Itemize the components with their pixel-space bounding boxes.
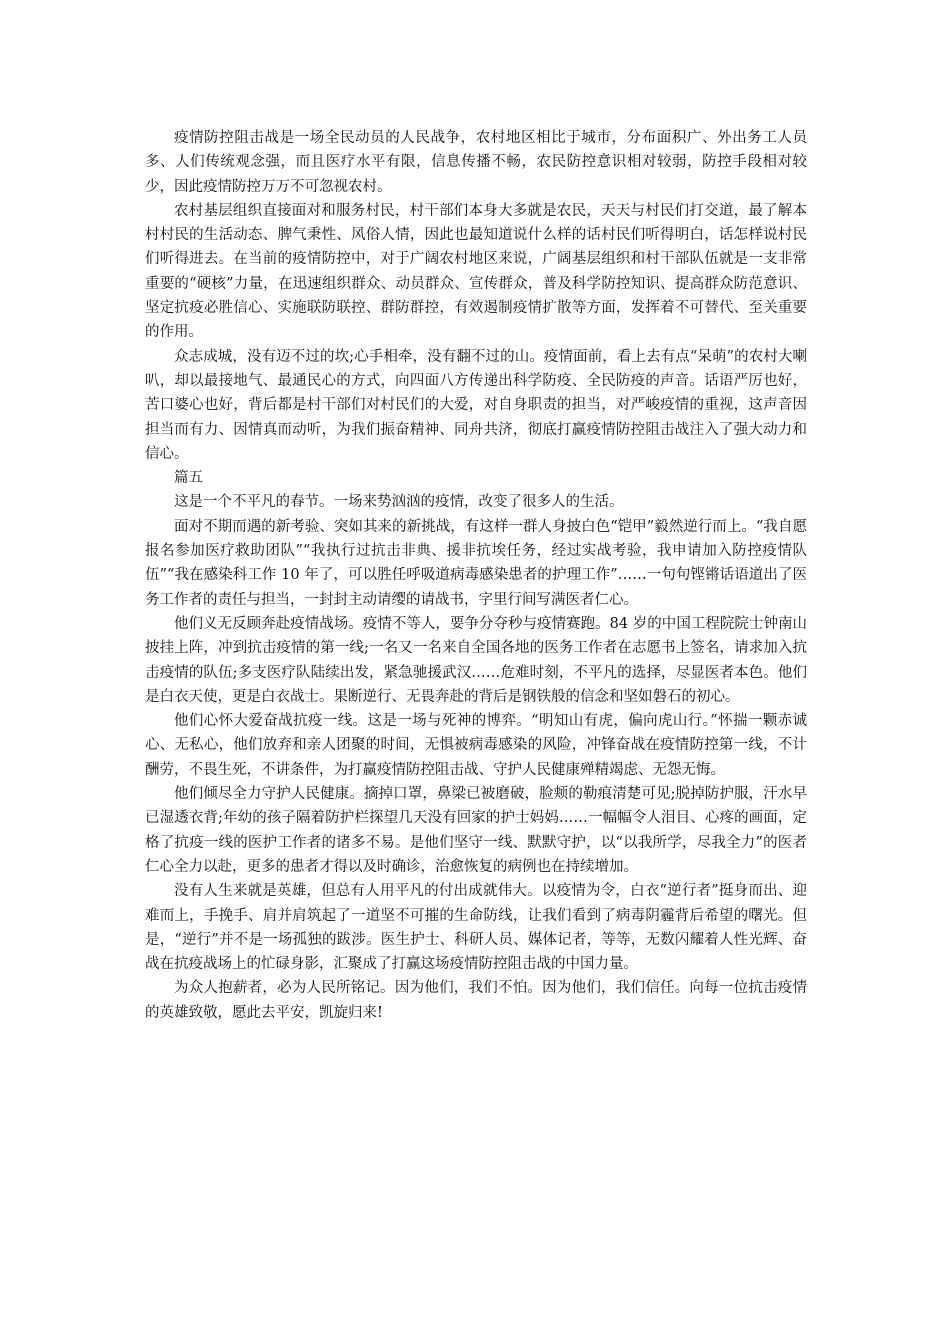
document-body (145, 126, 807, 1025)
paragraph-guarding-health: 他们倾尽全力守护人民健康。摘掉口罩，鼻梁已被磨破，脸颊的勒痕清楚可见;脱掉防护服，汗水早已湿透衣背;年幼的孩子隔着防护栏探望几天没有回家的护士妈妈……一幅幅令人泪目、心疼的画面，定格了抗疫一线的医护工作者的诸多不易。是他们坚守一线、默默守护，以“以我所学，尽我全力”的医者仁心全力以赴，更多的患者才得以及时确诊，治愈恢复的病例也在持续增加。 (145, 786, 807, 875)
paragraph-village-loudspeaker: 众志成城，没有迈不过的坎;心手相牵，没有翻不过的山。疫情面前，看上去有点“呆萌”的农村大喇叭，却以最接地气、最通民心的方式，向四面八方传递出科学防疫、全民防疫的声音。话语严厉也好，苦口婆心也好，背后都是村干部们对村民们的大爱，对自身职责的担当，对严峻疫情的重视，这声音因担当而有力、因情真而动听，为我们振奋精神、同舟共济，彻底打赢疫情防控阻击战注入了强大动力和信心。 (145, 348, 807, 462)
paragraph-closing-tribute: 为众人抱薪者，必为人民所铭记。因为他们，我们不怕。因为他们，我们信任。向每一位抗击疫情的英雄致敬，愿此去平安，凯旋归来! (145, 980, 807, 1021)
paragraph-rushing-to-battlefield: 他们义无反顾奔赴疫情战场。疫情不等人，要争分夺秒与疫情赛跑。84 岁的中国工程院院士钟南山披挂上阵，冲到抗击疫情的第一线;一名又一名来自全国各地的医务工作者在志愿书上签名，请求加入抗击疫情的队伍;多支医疗队陆续出发，紧急驰援武汉……危难时刻，不平凡的选择，尽显医者本色。他们是白衣天使，更是白衣战士。果断逆行、无畏奔赴的背后是钢铁般的信念和坚如磐石的初心。 (145, 615, 807, 705)
paragraph-grassroots-organizations: 农村基层组织直接面对和服务村民，村干部们本身大多就是农民，天天与村民们打交道，最了解本村村民的生活动态、脾气秉性、风俗人情，因此也最知道说什么样的话村民们听得明白，话怎样说村民们听得进去。在当前的疫情防控中，对于广阔农村地区来说，广阔基层组织和村干部队伍就是一支非常重要的“硬核”力量，在迅速组织群众、动员群众、宣传群众，普及科学防控知识、提高群众防范意识、坚定抗疫必胜信心、实施联防联控、群防群控，有效遏制疫情扩散等方面，发挥着不可替代、至关重要的作用。 (145, 202, 807, 341)
paragraph-spring-festival: 这是一个不平凡的春节。一场来势汹汹的疫情，改变了很多人的生活。 (174, 494, 624, 511)
paragraph-volunteers: 面对不期而遇的新考验、突如其来的新挑战，有这样一群人身披白色“铠甲”毅然逆行而上。“我自愿报名参加医疗救助团队”“我执行过抗击非典、援非抗埃任务，经过实战考验，我申请加入防控疫情队伍”“我在感染科工作 10 年了，可以胜任呼吸道病毒感染患者的护理工作”……一句句铿锵话语道出了医务工作者的责任与担当，一封封主动请缨的请战书，字里行间写满医者仁心。 (145, 518, 807, 608)
section-heading-part-five: 篇五 (174, 470, 203, 487)
paragraph-heroes: 没有人生来就是英雄，但总有人用平凡的付出成就伟大。以疫情为令，白衣“逆行者”挺身而出、迎难而上，手挽手、肩并肩筑起了一道坚不可摧的生命防线，让我们看到了病毒阴霾背后希望的曙光。但是，“逆行”并不是一场孤独的跋涉。医生护士、科研人员、媒体记者，等等，无数闪耀着人性光辉、奋战在抗疫战场上的忙碌身影，汇聚成了打赢这场疫情防控阻击战的中国力量。 (145, 883, 807, 973)
paragraph-front-line: 他们心怀大爱奋战抗疫一线。这是一场与死神的博弈。“明知山有虎，偏向虎山行。”怀揣一颗赤诚心、无私心，他们放弃和亲人团聚的时间，无惧被病毒感染的风险，冲锋奋战在疫情防控第一线，不计酬劳，不畏生死，不讲条件，为打赢疫情防控阻击战、守护人民健康殚精竭虑、无怨无悔。 (145, 713, 807, 778)
paragraph-rural-importance: 疫情防控阻击战是一场全民动员的人民战争，农村地区相比于城市，分布面积广、外出务工人员多、人们传统观念强，而且医疗水平有限，信息传播不畅，农民防控意识相对较弱，防控手段相对较少，因此疫情防控万万不可忽视农村。 (145, 130, 807, 195)
